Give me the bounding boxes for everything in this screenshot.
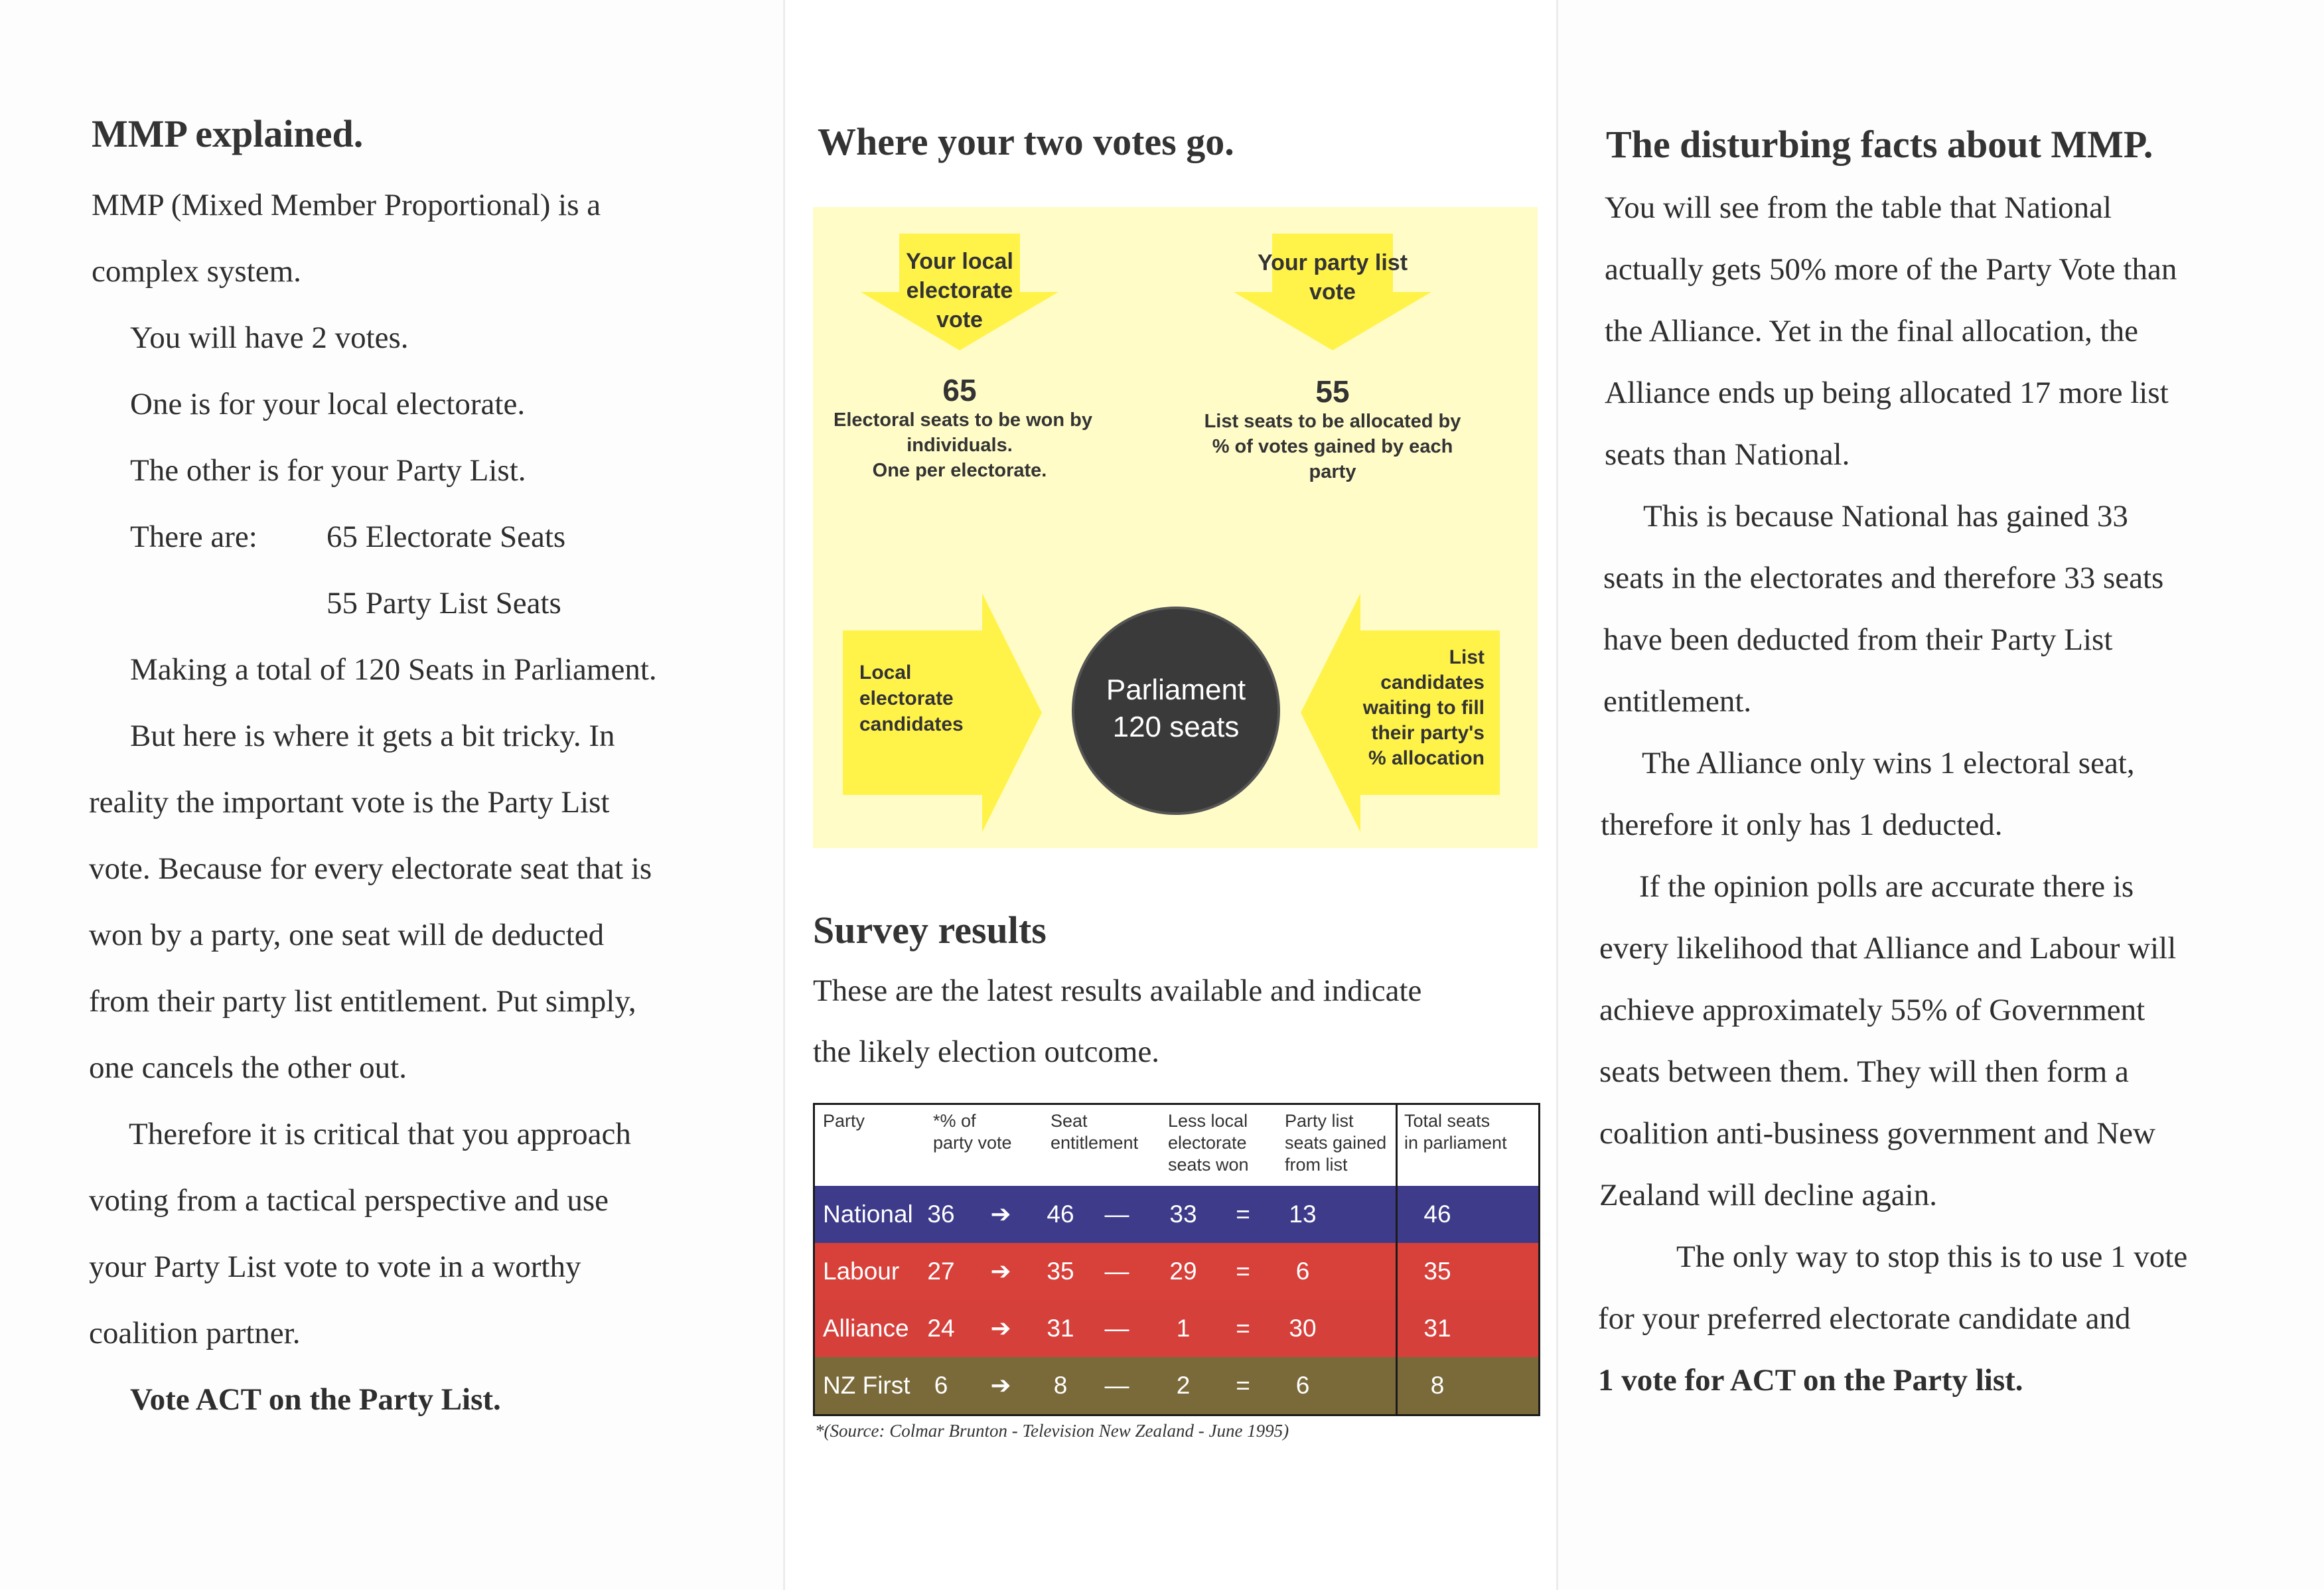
vote-act-callout: 1 vote for ACT on the Party list.	[1598, 1363, 2023, 1398]
seats-won: 1	[1176, 1315, 1191, 1342]
body-line: your Party List vote to vote in a worthy	[89, 1250, 581, 1284]
local-candidates-line: electorate	[859, 687, 954, 709]
header-vote	[933, 1110, 1012, 1154]
body-line: the Alliance. Yet in the final allocation, the	[1605, 314, 2139, 348]
fold-line	[1556, 0, 1558, 1590]
body-line: But here is where it gets a bit tricky. In	[130, 719, 615, 753]
list-seat-count: 55	[1315, 374, 1350, 409]
body-line: achieve approximately 55% of Government	[1599, 993, 2145, 1027]
arrow-icon: ➔	[990, 1372, 1011, 1399]
header-line: *% of	[933, 1111, 976, 1131]
table-row	[815, 1243, 1538, 1300]
vote-act-callout: Vote ACT on the Party List.	[130, 1382, 501, 1417]
seat-entitlement: 46	[1047, 1200, 1074, 1228]
total-seats: 35	[1423, 1258, 1451, 1285]
arrow-icon: ➔	[990, 1258, 1011, 1285]
header-line: Less local	[1168, 1111, 1248, 1131]
body-line: one cancels the other out.	[89, 1050, 407, 1085]
minus-sign: —	[1104, 1258, 1129, 1285]
party-name: Labour	[823, 1258, 900, 1285]
right-panel	[1556, 0, 2324, 1590]
header-line: Total seats	[1404, 1111, 1490, 1131]
body-line: coalition anti-business government and New	[1599, 1116, 2155, 1151]
vote-percent: 27	[927, 1258, 955, 1285]
local-vote-line: vote	[936, 307, 983, 332]
body-line: Alliance ends up being allocated 17 more list	[1605, 376, 2169, 410]
table-row	[815, 1357, 1538, 1414]
list-seats: 6	[1295, 1372, 1310, 1399]
total-seats: 46	[1423, 1200, 1451, 1228]
list-candidates-line: candidates	[1380, 672, 1485, 693]
header-entitlement	[1051, 1110, 1138, 1154]
electoral-desc-line: individuals.	[907, 435, 1013, 456]
local-candidates-label	[859, 660, 964, 737]
list-seats: 30	[1289, 1315, 1317, 1342]
local-vote-line: electorate	[906, 278, 1013, 303]
total-seats: 8	[1430, 1372, 1445, 1399]
header-line: seats won	[1168, 1155, 1249, 1175]
list-candidates-label	[1331, 645, 1485, 771]
body-line: One is for your local electorate.	[130, 387, 526, 421]
body-line: You will have 2 votes.	[130, 321, 409, 355]
list-seat-desc	[1200, 409, 1465, 484]
header-line: electorate	[1168, 1133, 1247, 1153]
source-note: *(Source: Colmar Brunton - Television New Zealand - June 1995)	[815, 1421, 1289, 1441]
list-candidates-line: List	[1449, 646, 1485, 668]
vote-percent: 36	[927, 1200, 955, 1228]
minus-sign: —	[1104, 1372, 1129, 1399]
header-local-won	[1168, 1110, 1249, 1176]
parliament-line: Parliament	[1106, 674, 1246, 706]
minus-sign: —	[1104, 1200, 1129, 1228]
vote-percent: 24	[927, 1315, 955, 1342]
table-row	[815, 1300, 1538, 1357]
seats-won: 33	[1169, 1200, 1197, 1228]
header-line: from list	[1285, 1155, 1348, 1175]
parliament-label	[1074, 672, 1277, 746]
body-line: If the opinion polls are accurate there is	[1639, 869, 2134, 904]
facts-heading: The disturbing facts about MMP.	[1606, 123, 2153, 166]
arrow-icon: ➔	[990, 1315, 1011, 1342]
body-line: seats in the electorates and therefore 33 seats	[1603, 561, 2164, 595]
body-line: actually gets 50% more of the Party Vote than	[1605, 252, 2177, 287]
header-line: seats gained	[1285, 1133, 1387, 1153]
list-candidates-line: their party's	[1371, 722, 1485, 744]
local-vote-line: Your local	[906, 249, 1013, 274]
party-vote-line: Your party list	[1257, 250, 1408, 275]
arrow-icon: ➔	[990, 1200, 1011, 1228]
fold-line	[783, 0, 785, 1590]
body-line: have been deducted from their Party List	[1603, 622, 2113, 657]
total-column-divider	[1396, 1105, 1398, 1414]
equals-sign: =	[1236, 1200, 1250, 1228]
body-line: 55 Party List Seats	[327, 586, 561, 620]
body-line: The only way to stop this is to use 1 vote	[1676, 1240, 2188, 1274]
body-line: for your preferred electorate candidate and	[1598, 1301, 2131, 1336]
header-line: in parliament	[1404, 1133, 1507, 1153]
body-line: seats between them. They will then form a	[1599, 1054, 2129, 1089]
list-desc-line: List seats to be allocated by	[1204, 411, 1461, 432]
header-line: Party	[823, 1111, 865, 1131]
seat-entitlement: 35	[1047, 1258, 1074, 1285]
list-seats: 13	[1289, 1200, 1317, 1228]
seat-entitlement: 8	[1053, 1372, 1068, 1399]
body-line: The Alliance only wins 1 electoral seat,	[1642, 746, 2135, 780]
body-line: coalition partner.	[89, 1316, 301, 1350]
party-vote-label	[1233, 248, 1432, 307]
body-line: complex system.	[92, 254, 301, 289]
local-candidates-line: Local	[859, 662, 912, 684]
electoral-seat-desc	[834, 407, 1092, 483]
survey-line: These are the latest results available and indicate	[813, 974, 1422, 1008]
body-line: Therefore it is critical that you approach	[129, 1117, 631, 1151]
survey-table	[813, 1103, 1540, 1416]
party-vote-line: vote	[1309, 279, 1356, 305]
list-desc-line: party	[1309, 461, 1356, 482]
body-line: MMP (Mixed Member Proportional) is a	[92, 188, 601, 222]
seat-entitlement: 31	[1047, 1315, 1074, 1342]
party-name: Alliance	[823, 1315, 909, 1342]
party-name: National	[823, 1200, 913, 1228]
equals-sign: =	[1236, 1315, 1250, 1342]
electoral-seat-count: 65	[942, 373, 977, 407]
body-line: Zealand will decline again.	[1599, 1178, 1937, 1212]
votes-diagram	[813, 207, 1538, 848]
vote-percent: 6	[934, 1372, 948, 1399]
header-total	[1404, 1110, 1507, 1154]
table-row	[815, 1186, 1538, 1243]
body-line: every likelihood that Alliance and Labour will	[1599, 931, 2177, 966]
electoral-desc-line: One per electorate.	[872, 460, 1047, 481]
body-line: The other is for your Party List.	[130, 453, 526, 488]
header-line: entitlement	[1051, 1133, 1139, 1153]
body-line: from their party list entitlement. Put simply,	[89, 984, 636, 1019]
seats-won: 29	[1169, 1258, 1197, 1285]
parliament-line: 120 seats	[1112, 711, 1240, 743]
body-line: There are:	[130, 520, 257, 554]
equals-sign: =	[1236, 1258, 1250, 1285]
list-desc-line: % of votes gained by each	[1212, 436, 1453, 457]
total-seats: 31	[1423, 1315, 1451, 1342]
list-seats: 6	[1295, 1258, 1310, 1285]
body-line: reality the important vote is the Party List	[89, 785, 610, 820]
list-candidates-line: % allocation	[1368, 747, 1485, 769]
body-line: 65 Electorate Seats	[327, 520, 566, 554]
body-line: vote. Because for every electorate seat that is	[89, 851, 652, 886]
survey-line: the likely election outcome.	[813, 1035, 1160, 1069]
header-line: Seat	[1051, 1111, 1088, 1131]
survey-heading: Survey results	[813, 908, 1047, 952]
body-line: voting from a tactical perspective and use	[89, 1183, 609, 1218]
body-line: This is because National has gained 33	[1643, 499, 2128, 534]
seats-won: 2	[1176, 1372, 1191, 1399]
body-line: Making a total of 120 Seats in Parliament.	[130, 652, 657, 687]
mmp-heading: MMP explained.	[92, 112, 364, 155]
body-line: won by a party, one seat will de deducted	[89, 918, 605, 952]
body-line: therefore it only has 1 deducted.	[1601, 808, 2003, 842]
votes-heading: Where your two votes go.	[818, 120, 1234, 163]
party-name: NZ First	[823, 1372, 910, 1399]
equals-sign: =	[1236, 1372, 1250, 1399]
list-candidates-line: waiting to fill	[1362, 697, 1485, 719]
local-candidates-line: candidates	[859, 713, 964, 735]
body-line: seats than National.	[1605, 437, 1850, 472]
header-list-gained	[1285, 1110, 1386, 1176]
body-line: entitlement.	[1603, 684, 1752, 719]
body-line: You will see from the table that National	[1605, 190, 2112, 225]
header-party	[823, 1110, 865, 1132]
local-vote-label	[860, 247, 1059, 334]
header-line: Party list	[1285, 1111, 1354, 1131]
electoral-desc-line: Electoral seats to be won by	[834, 409, 1092, 431]
header-line: party vote	[933, 1133, 1012, 1153]
minus-sign: —	[1104, 1315, 1129, 1342]
